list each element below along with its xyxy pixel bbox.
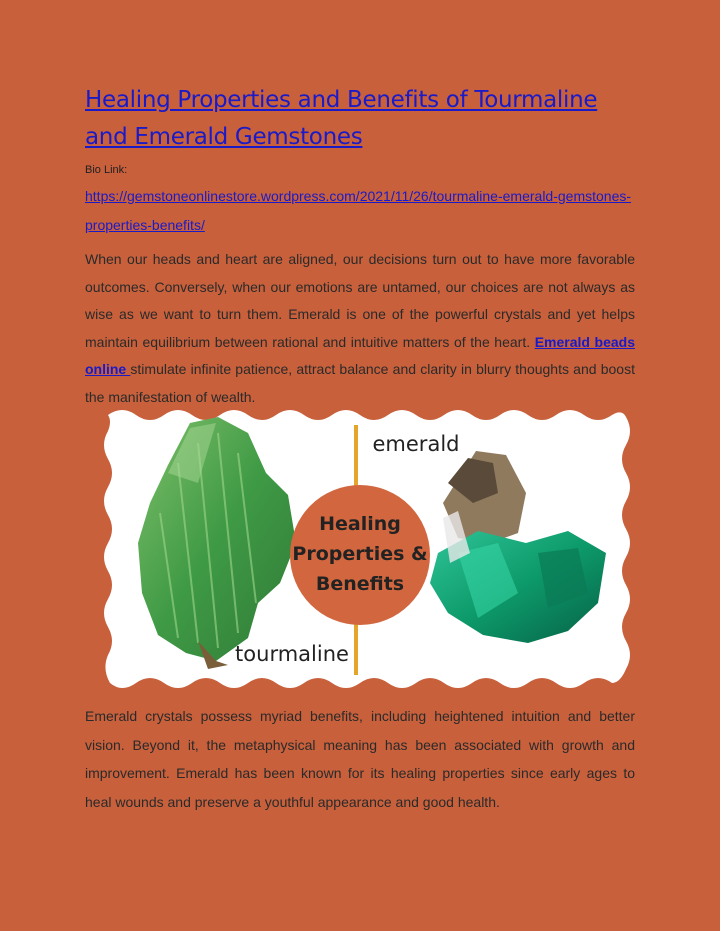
article-continued [85,702,635,816]
intro-text-part2: stimulate infinite patience, attract balance and clarity in blurry thoughts and boost the manifestation of wealth. [85,361,635,405]
bio-link[interactable]: https://gemstoneonlinestore.wordpress.com/2021/11/26/tourmaline-emerald-gemstones-properties-benefits/ [85,188,632,233]
intro-paragraph [85,246,635,411]
intro-text-part1: When our heads and heart are aligned, our decisions turn out to have more favorable outcomes. Conversely, when our emotions are untamed, our choices are not always as wise as we want to turn them. Emerald is one of the powerful crystals and yet helps maintain equilibrium between rational and intuitive matters of the heart. [85,251,635,350]
benefits-paragraph: Emerald crystals possess myriad benefits, including heightened intuition and better vision. Beyond it, the metaphysical meaning has been associated with growth and improvement. Emerald has been known for its healing properties since early ages to heal wounds and preserve a youthful appearance and good health. [85,708,635,810]
bio-link-label: Bio Link: [85,164,128,176]
gemstone-banner-image [98,403,635,693]
circle-line2: Properties & [292,543,428,565]
tourmaline-label: tourmaline [235,642,349,666]
emerald-beads-link[interactable]: Emerald beads online [85,333,635,377]
circle-line1: Healing [319,513,401,535]
article [85,82,635,411]
emerald-label: emerald [372,432,460,456]
circle-line3: Benefits [315,573,405,595]
page-title[interactable]: Healing Properties and Benefits of Tourmaline and Emerald Gemstones [85,87,598,150]
